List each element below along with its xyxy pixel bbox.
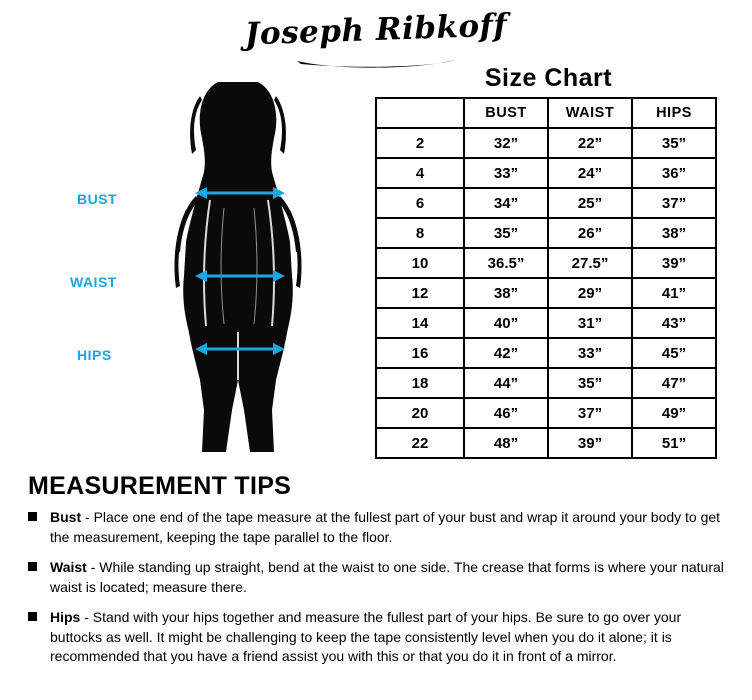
table-row	[376, 278, 716, 308]
cell-size: 18	[376, 368, 464, 398]
cell-bust: 44”	[464, 368, 548, 398]
cell-bust: 42”	[464, 338, 548, 368]
cell-size: 8	[376, 218, 464, 248]
bullet-square-icon	[28, 512, 37, 521]
cell-hips: 47”	[632, 368, 716, 398]
cell-bust: 33”	[464, 158, 548, 188]
cell-hips: 35”	[632, 128, 716, 158]
bullet-square-icon	[28, 562, 37, 571]
tip-item	[28, 558, 728, 597]
table-row	[376, 248, 716, 278]
cell-waist: 39”	[548, 428, 632, 458]
table-row	[376, 398, 716, 428]
tip-term: Hips	[50, 609, 81, 625]
cell-size: 10	[376, 248, 464, 278]
measurement-tips-title: MEASUREMENT TIPS	[28, 472, 292, 500]
cell-hips: 45”	[632, 338, 716, 368]
cell-waist: 35”	[548, 368, 632, 398]
tip-term: Bust	[50, 509, 82, 525]
bust-arrow-icon	[195, 186, 285, 200]
cell-bust: 48”	[464, 428, 548, 458]
table-row	[376, 428, 716, 458]
cell-size: 4	[376, 158, 464, 188]
cell-waist: 24”	[548, 158, 632, 188]
cell-waist: 31”	[548, 308, 632, 338]
cell-waist: 25”	[548, 188, 632, 218]
cell-size: 2	[376, 128, 464, 158]
measurement-tips-list	[28, 508, 728, 678]
cell-size: 12	[376, 278, 464, 308]
cell-hips: 49”	[632, 398, 716, 428]
table-row	[376, 338, 716, 368]
cell-hips: 39”	[632, 248, 716, 278]
cell-hips: 43”	[632, 308, 716, 338]
cell-size: 20	[376, 398, 464, 428]
cell-waist: 37”	[548, 398, 632, 428]
cell-hips: 37”	[632, 188, 716, 218]
label-bust: BUST	[77, 191, 118, 207]
cell-bust: 38”	[464, 278, 548, 308]
tip-term: Waist	[50, 559, 87, 575]
cell-bust: 32”	[464, 128, 548, 158]
cell-size: 22	[376, 428, 464, 458]
cell-waist: 22”	[548, 128, 632, 158]
tip-item	[28, 608, 728, 667]
size-chart-title: Size Chart	[484, 64, 613, 92]
cell-bust: 34”	[464, 188, 548, 218]
table-row	[376, 218, 716, 248]
cell-waist: 27.5”	[548, 248, 632, 278]
table-row	[376, 158, 716, 188]
cell-bust: 46”	[464, 398, 548, 428]
brand-logo: Joseph Ribkoff	[244, 7, 508, 53]
waist-arrow-icon	[195, 269, 285, 283]
size-chart-table	[375, 97, 717, 459]
table-row	[376, 368, 716, 398]
label-waist: WAIST	[70, 274, 117, 290]
cell-hips: 41”	[632, 278, 716, 308]
cell-waist: 26”	[548, 218, 632, 248]
tip-text: - While standing up straight, bend at the waist to one side. The crease that forms is where your natural waist is located; measure there.	[50, 559, 724, 595]
cell-size: 6	[376, 188, 464, 218]
cell-size: 16	[376, 338, 464, 368]
cell-bust: 36.5”	[464, 248, 548, 278]
table-row	[376, 188, 716, 218]
column-header-hips: HIPS	[632, 98, 716, 128]
cell-bust: 35”	[464, 218, 548, 248]
cell-hips: 36”	[632, 158, 716, 188]
cell-waist: 33”	[548, 338, 632, 368]
column-header-waist: WAIST	[548, 98, 632, 128]
hips-arrow-icon	[195, 342, 285, 356]
bullet-square-icon	[28, 612, 37, 621]
cell-hips: 51”	[632, 428, 716, 458]
column-header-bust: BUST	[464, 98, 548, 128]
tip-text: - Stand with your hips together and measure the fullest part of your hips. Be sure to go over your buttocks as well. It might be challenging to keep the tape consistently level when you do it alone; it is recommended that you have a friend assist you with this or that you do it in front of a mirror.	[50, 609, 682, 664]
table-row	[376, 308, 716, 338]
tip-item	[28, 508, 728, 547]
label-hips: HIPS	[77, 347, 112, 363]
cell-waist: 29”	[548, 278, 632, 308]
table-header-row	[376, 98, 716, 128]
cell-hips: 38”	[632, 218, 716, 248]
column-header-size	[376, 98, 464, 128]
table-row	[376, 128, 716, 158]
cell-size: 14	[376, 308, 464, 338]
cell-bust: 40”	[464, 308, 548, 338]
tip-text: - Place one end of the tape measure at the fullest part of your bust and wrap it around your body to get the measurement, keeping the tape parallel to the floor.	[50, 509, 721, 545]
